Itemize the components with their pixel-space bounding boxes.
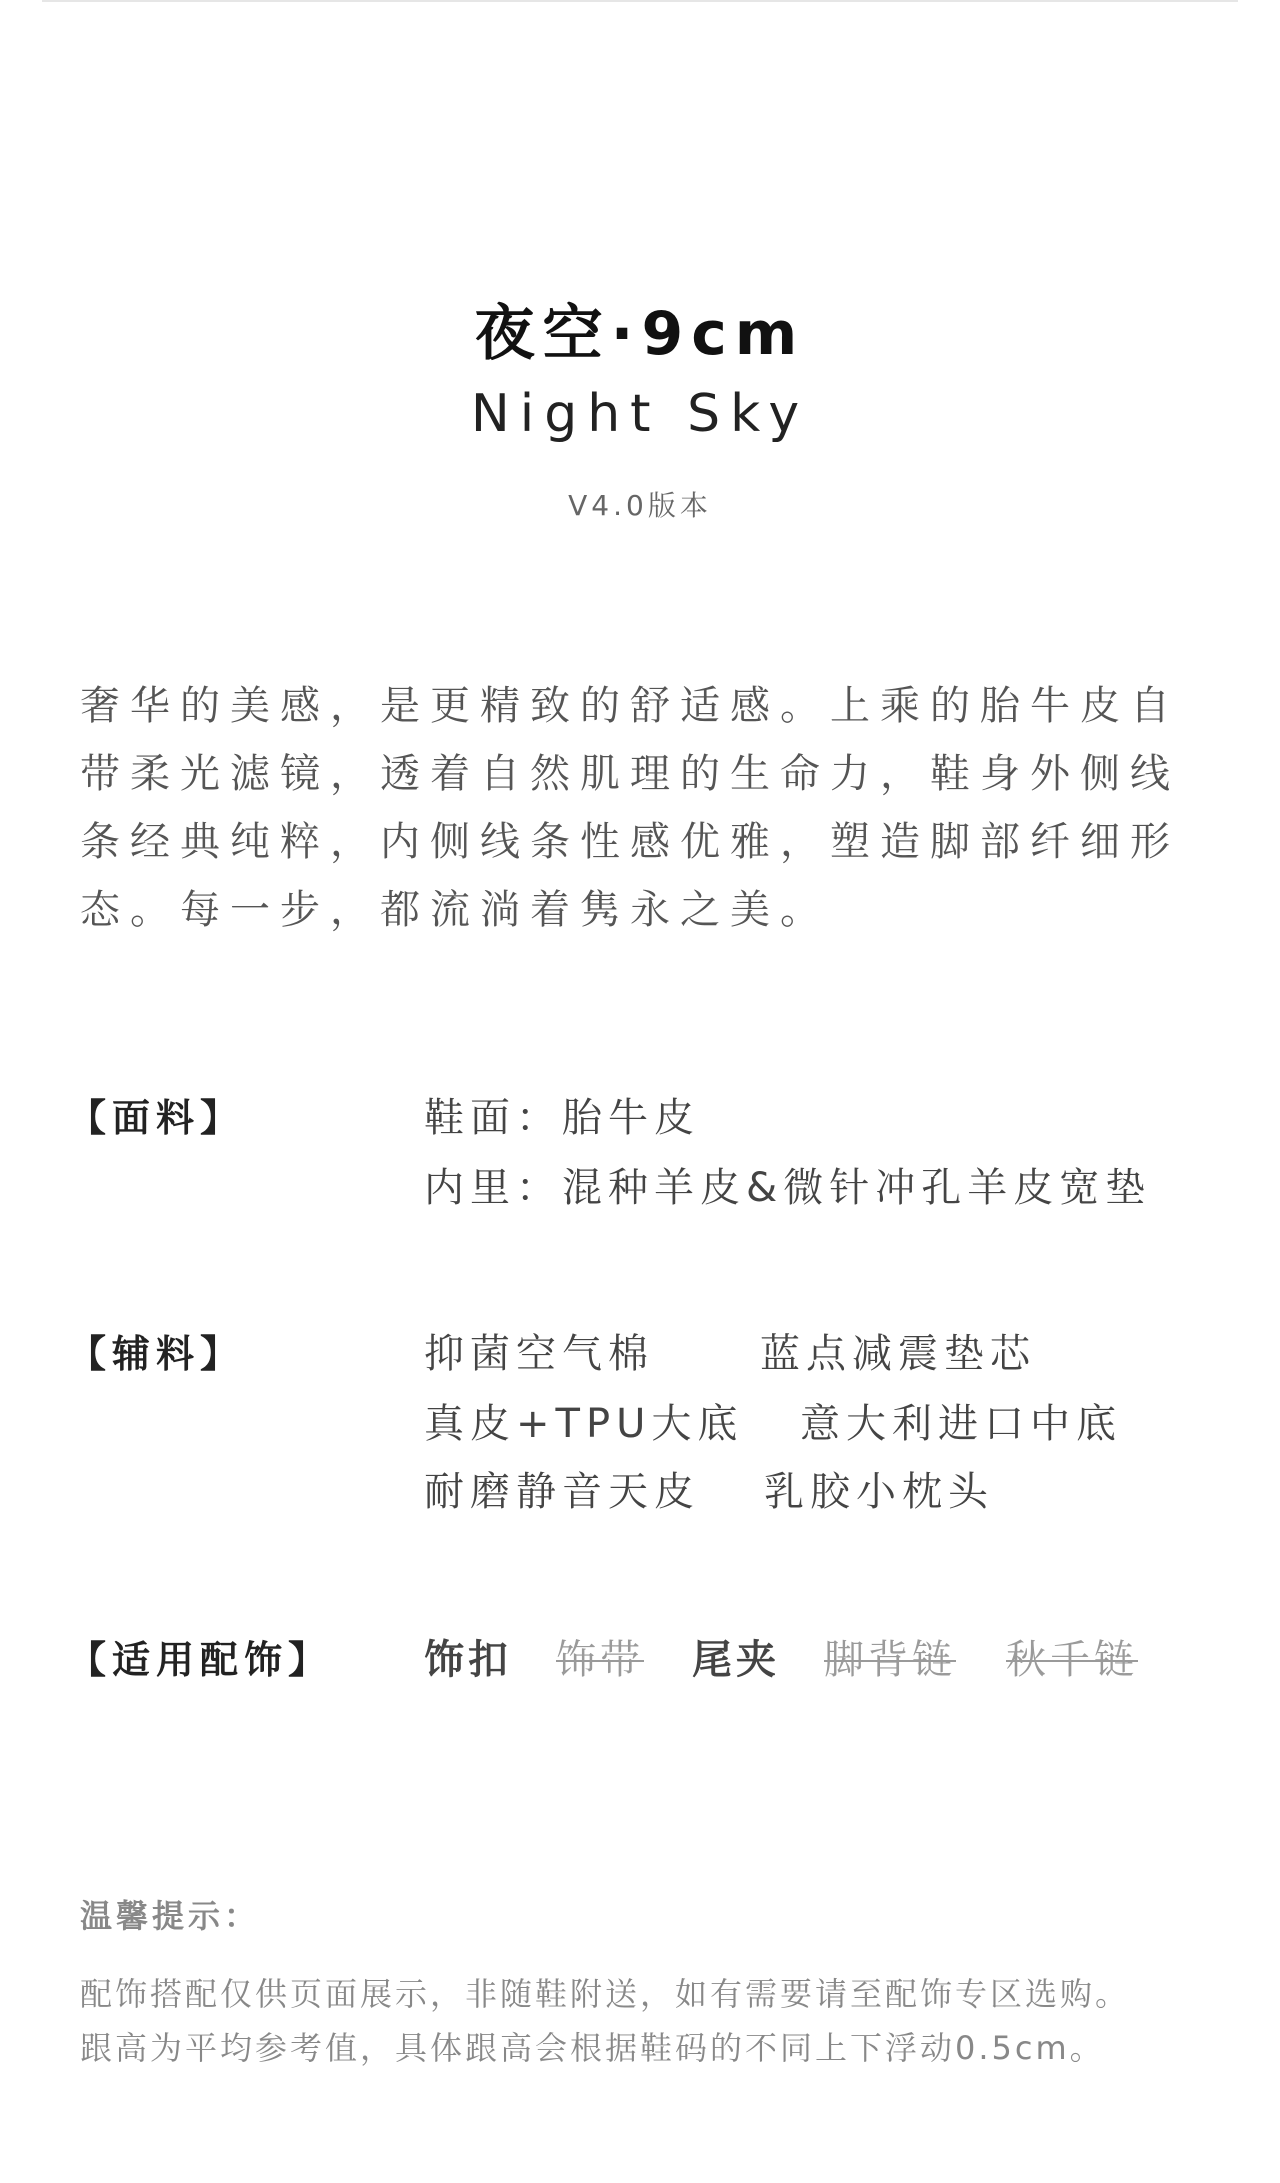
- auxiliary-item: 抑菌空气棉: [424, 1331, 654, 1377]
- auxiliary-item: 蓝点减震垫芯: [760, 1331, 1036, 1377]
- accessory-instep-chain: 脚背链: [824, 1637, 956, 1683]
- product-subtitle: Night Sky: [470, 384, 810, 444]
- product-title: 夜空·9cm: [474, 299, 806, 369]
- accessory-strap: 饰带: [556, 1637, 644, 1683]
- product-description: 奢华的美感，是更精致的舒适感。上乘的胎牛皮自带柔光滤镜，透着自然肌理的生命力，鞋身外侧线条经典纯粹，内侧线条性感优雅，塑造脚部纤细形态。每一步，都流淌着隽永之美。: [80, 683, 1180, 933]
- accessory-tail-clip: 尾夹: [692, 1637, 780, 1683]
- auxiliary-item: 真皮+TPU大底: [424, 1401, 744, 1447]
- auxiliary-item: 耐磨静音天皮: [424, 1469, 700, 1515]
- material-upper: 鞋面：胎牛皮: [424, 1095, 700, 1141]
- auxiliary-item: 意大利进口中底: [800, 1401, 1122, 1447]
- accessories-label: 【适用配饰】: [68, 1638, 333, 1682]
- material-label: 【面料】: [68, 1096, 245, 1140]
- material-lining: 内里：混种羊皮&微针冲孔羊皮宽垫: [424, 1165, 1152, 1211]
- top-divider: [42, 0, 1238, 2]
- accessory-swing-chain: 秋千链: [1006, 1637, 1138, 1683]
- auxiliary-label: 【辅料】: [68, 1332, 245, 1376]
- accessory-buckle: 饰扣: [424, 1637, 512, 1683]
- tips-title: 温馨提示：: [80, 1897, 261, 1935]
- version-label: V4.0版本: [568, 489, 712, 522]
- auxiliary-item: 乳胶小枕头: [764, 1469, 994, 1515]
- tips-line: 配饰搭配仅供页面展示，非随鞋附送，如有需要请至配饰专区选购。: [80, 1975, 1131, 2013]
- tips-line: 跟高为平均参考值，具体跟高会根据鞋码的不同上下浮动0.5cm。: [80, 2029, 1105, 2067]
